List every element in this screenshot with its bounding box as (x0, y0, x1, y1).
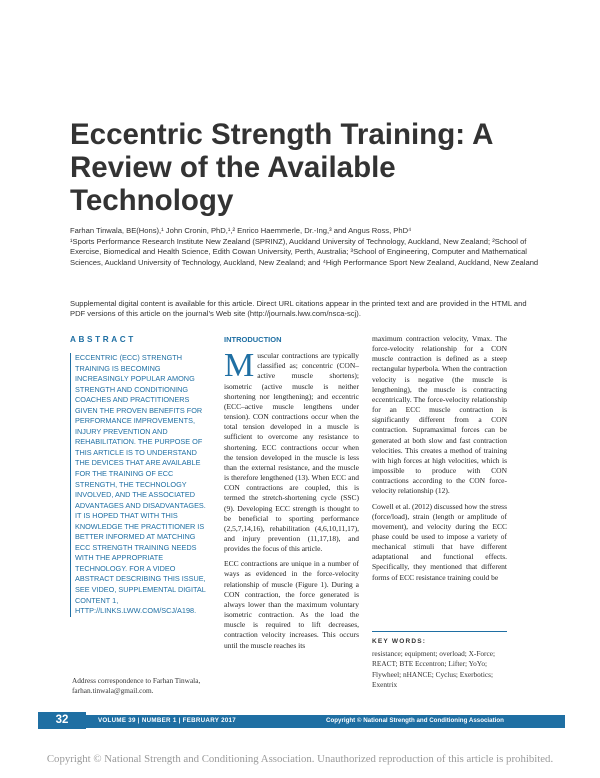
keywords-text: resistance; equipment; overload; X-Force; REACT; BTE Eccentron; Lifter; YoYo; Flywheel; nHANCE; Cyclus; Exerbotics; Exentrix (372, 649, 495, 689)
affiliations: ¹Sports Performance Research Institute New Zealand (SPRINZ), Auckland University of Technology, Auckland, New Zealand; ²School of Exercise, Biomedical and Health Science, Edith Cowan University, Perth, Australia; ³School of Engineering, Computer and Mathematical Sciences, Auckland University of Technology, Auckland, New Zealand; and ⁴High Performance Sport New Zealand, Auckland, New Zealand (70, 236, 539, 267)
abstract-heading: ABSTRACT (70, 335, 136, 344)
author-list: Farhan Tinwala, BE(Hons),¹ John Cronin, PhD,¹,² Enrico Haemmerle, Dr.-Ing,³ and Angus Ross, PhD⁴ (70, 226, 412, 235)
body-column-2 (372, 334, 507, 588)
intro-paragraph-2: ECC contractions are unique in a number of ways as evidenced in the force-velocity relationship of muscle (Figure 1). During a CON contraction, the force generated is always lower than the maximum voluntary isometric contraction. As the load the muscle is required to lift decreases, contraction velocity increases. This occurs until the muscle reaches its (224, 559, 359, 650)
intro-paragraph-1-text: uscular contractions are typically classified as; concentric (CON–active muscle shortens); isometric (active muscle is neither shortening nor lengthening); and eccentric (ECC–active muscle lengthens under tension). CON contractions occur when the total tension developed in a muscle is sufficient to overcome any resistance to shortening. ECC contractions occur when the tension developed in the muscle is less than the external resistance, and the muscle is therefore lengthened (13). When ECC and CON contractions are coupled, this is termed the stretch-shortening cycle (SSC) (9). Developing ECC strength is thought to be beneficial to sporting performance (2,5,7,14,16), rehabilitation (4,6,10,11,17), and injury prevention (11,17,18), and provides the focus of this article. (224, 351, 359, 554)
keywords-heading: KEY WORDS: (372, 638, 427, 645)
introduction-heading: INTRODUCTION (224, 335, 282, 344)
page-number: 32 (38, 712, 86, 729)
issue-info: VOLUME 39 | NUMBER 1 | FEBRUARY 2017 (98, 717, 237, 724)
author-block (70, 226, 540, 268)
correspondence-address (72, 676, 212, 696)
body-column-1 (224, 335, 359, 656)
copyright-watermark: Copyright © National Strength and Conditioning Association. Unauthorized reproduction of this article is prohibited. (46, 753, 554, 765)
intro-paragraph-3: maximum contraction velocity, Vmax. The force-velocity relationship for a CON muscle contraction is defined as a steep rectangular hyperbola. When the contraction velocity is negative (the muscle is lengthening), the muscle is contracting eccentrically. The force-velocity relationship for an ECC muscle contraction is significantly different from a CON contraction. Supramaximal forces can be generated at both slow and fast contraction velocities. This creates a method of training with high forces at high velocities, which is impossible to produce with CON contractions according to the CON force-velocity relationship (12). (372, 334, 507, 496)
dropcap: M (224, 347, 255, 385)
intro-paragraph-1 (224, 347, 359, 554)
supplemental-note: Supplemental digital content is available for this article. Direct URL citations appear in the printed text and are provided in the HTML and PDF versions of this article on the journal’s Web site (http://journals.lww.com/nsca-scj). (70, 299, 527, 319)
address-line: Address correspondence to Farhan Tinwala, (72, 676, 201, 685)
address-email: farhan.tinwala@gmail.com. (72, 686, 154, 695)
article-title: Eccentric Strength Training: A Review of the Available Technology (70, 118, 493, 217)
intro-paragraph-4: Cowell et al. (2012) discussed how the stress (force/load), strain (length or amplitude of movement), and velocity during the ECC phase could be used to impose a variety of mechanical stimuli that have different adaptational and functional effects. Specifically, they mentioned that different forms of ECC resistance training could be (372, 501, 507, 582)
footer-copyright: Copyright © National Strength and Conditioning Association (326, 717, 504, 724)
abstract-section (70, 335, 208, 617)
keywords-box (372, 631, 507, 690)
footer-rule (38, 727, 565, 728)
abstract-text: ECCENTRIC (ECC) STRENGTH TRAINING IS BECOMING INCREASINGLY POPULAR AMONG STRENGTH AND CONDITIONING COACHES AND PRACTITIONERS GIVEN THE PROVEN BENEFITS FOR PERFORMANCE IMPROVEMENTS, INJURY PREVENTION AND REHABILITATION. THE PURPOSE OF THIS ARTICLE IS TO UNDERSTAND THE DEVICES THAT ARE AVAILABLE FOR THE TRAINING OF ECC STRENGTH, THE TECHNOLOGY INVOLVED, AND THE ASSOCIATED ADVANTAGES AND DISADVANTAGES. IT IS HOPED THAT WITH THIS KNOWLEDGE THE PRACTITIONER IS BETTER INFORMED AT MATCHING ECC STRENGTH TRAINING NEEDS WITH THE APPROPRIATE TECHNOLOGY. FOR A VIDEO ABSTRACT DESCRIBING THIS ISSUE, SEE VIDEO, SUPPLEMENTAL DIGITAL CONTENT 1, HTTP://LINKS.LWW.COM/SCJ/A198. (70, 353, 208, 617)
